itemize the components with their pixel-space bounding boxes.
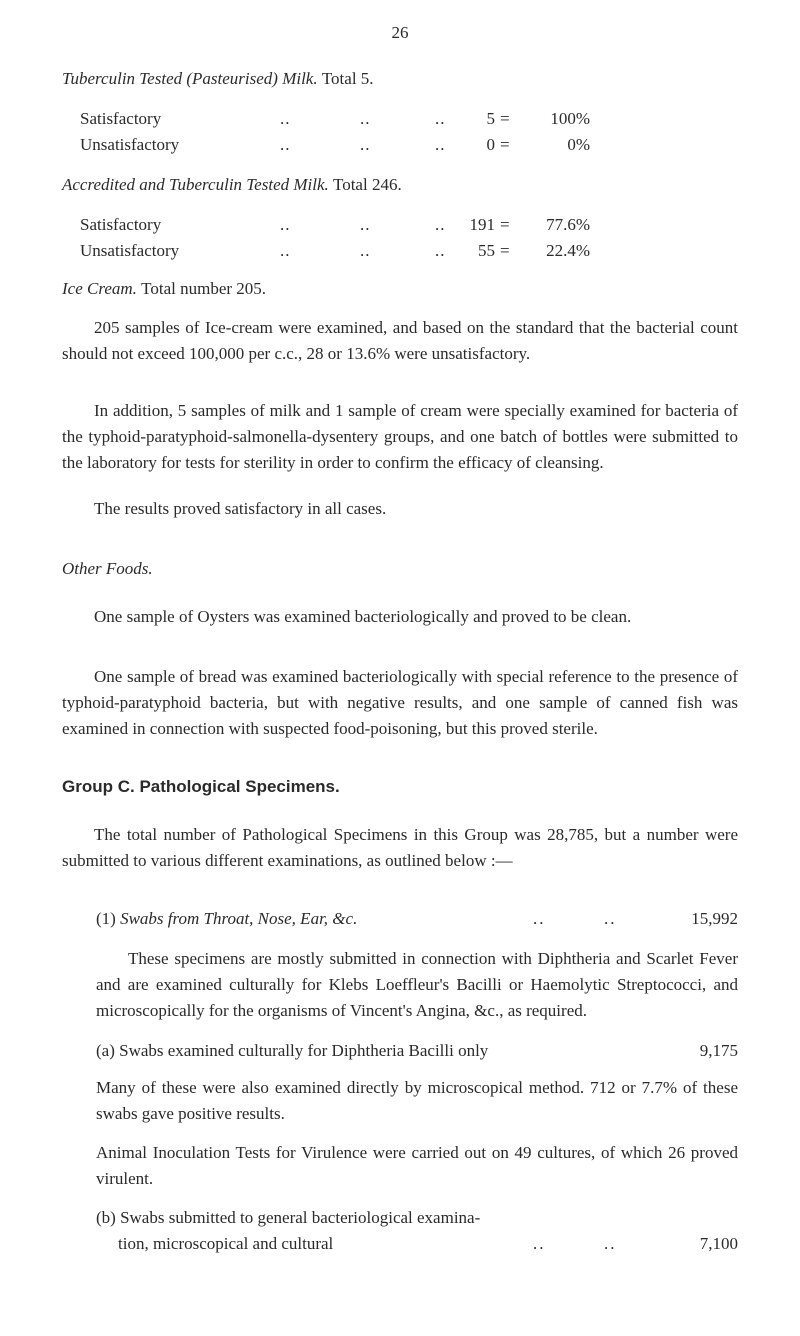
equals-sign: =: [500, 215, 510, 234]
item-1-label: Swabs from Throat, Nose, Ear, &c.: [120, 909, 358, 928]
item-b-line-2: [118, 1231, 738, 1257]
leader-dots: ..: [360, 109, 371, 128]
item-1-description: These specimens are mostly submitted in connection with Diphtheria and Scarlet Fever and are examined culturally for Klebs Loeffleur's Bacilli or Haemolytic Streptococci, and microscopically for the organisms of Vincent's Angina, &c., as required.: [96, 949, 738, 1020]
row-percent: 100%: [550, 109, 590, 128]
leader-dots: ..: [435, 241, 446, 260]
pasteurised-satisfactory-row: [80, 106, 680, 132]
group-c-intro: The total number of Pathological Specimens in this Group was 28,785, but a number were submitted to various different examinations, as outlined below :—: [62, 825, 738, 870]
item-a-value: 9,175: [699, 1041, 738, 1060]
leader-dots: ..: [435, 135, 446, 154]
item-b-label-line-2: tion, microscopical and cultural: [118, 1234, 334, 1253]
leader-dots: ..: [533, 909, 546, 928]
leader-dots: ..: [435, 215, 446, 234]
row-count: 191: [469, 215, 495, 234]
ice-cream-results-paragraph: The results proved satisfactory in all cases.: [94, 499, 387, 518]
oysters-paragraph: One sample of Oysters was examined bacteriologically and proved to be clean.: [94, 607, 632, 626]
group-c-heading: Group C. Pathological Specimens.: [62, 777, 340, 796]
leader-dots: ..: [280, 135, 291, 154]
item-b-label-line-1: (b) Swabs submitted to general bacteriological examina-: [96, 1208, 481, 1227]
page-number: 26: [391, 23, 409, 42]
leader-dots: ..: [435, 109, 446, 128]
item-1-value: 15,992: [691, 909, 738, 928]
item-1-swabs-row: [96, 906, 738, 932]
row-label: Satisfactory: [80, 109, 162, 128]
accredited-milk-heading: [62, 172, 402, 198]
row-percent: 77.6%: [546, 215, 590, 234]
row-label: Unsatisfactory: [80, 135, 180, 154]
leader-dots: ..: [604, 1234, 617, 1253]
accredited-milk-title: Accredited and Tuberculin Tested Milk.: [62, 175, 329, 194]
accredited-milk-total: Total 246.: [333, 175, 402, 194]
bread-fish-paragraph: One sample of bread was examined bacteriologically with special reference to the presence of typhoid-paratyphoid bacteria, but with negative results, and one sample of canned fish was examined in connection with suspected food-poisoning, but this proved sterile.: [62, 667, 738, 738]
pasteurised-milk-title: Tuberculin Tested (Pasteurised) Milk.: [62, 69, 318, 88]
leader-dots: ..: [280, 215, 291, 234]
ice-cream-additional-paragraph: In addition, 5 samples of milk and 1 sample of cream were specially examined for bacteria of the typhoid-paratyphoid-salmonella-dysentery groups, and one batch of bottles were submitted to the laboratory for tests for sterility in order to confirm the efficacy of cleansing.: [62, 401, 738, 472]
leader-dots: ..: [280, 109, 291, 128]
animal-inoculation-paragraph: Animal Inoculation Tests for Virulence were carried out on 49 cultures, of which 26 proved virulent.: [96, 1143, 738, 1188]
leader-dots: ..: [604, 909, 617, 928]
ice-cream-paragraph: 205 samples of Ice-cream were examined, and based on the standard that the bacterial count should not exceed 100,000 per c.c., 28 or 13.6% were unsatisfactory.: [62, 318, 738, 363]
item-b-value: 7,100: [699, 1234, 738, 1253]
row-label: Satisfactory: [80, 215, 162, 234]
row-percent: 0%: [567, 135, 590, 154]
item-1-prefix: (1): [96, 909, 116, 928]
leader-dots: ..: [360, 135, 371, 154]
row-count: 0: [486, 135, 495, 154]
leader-dots: ..: [280, 241, 291, 260]
equals-sign: =: [500, 135, 510, 154]
item-b-line-1: [96, 1205, 738, 1231]
leader-dots: ..: [360, 241, 371, 260]
row-percent: 22.4%: [546, 241, 590, 260]
leader-dots: ..: [533, 1234, 546, 1253]
item-a-label: (a) Swabs examined culturally for Diphtheria Bacilli only: [96, 1041, 489, 1060]
ice-cream-title: Ice Cream.: [62, 279, 137, 298]
item-a-row: [96, 1038, 738, 1064]
other-foods-heading: Other Foods.: [62, 559, 153, 578]
accredited-unsatisfactory-row: [80, 238, 680, 264]
equals-sign: =: [500, 109, 510, 128]
pasteurised-milk-heading: [62, 66, 374, 92]
item-a-description: Many of these were also examined directly by microscopical method. 712 or 7.7% of these swabs gave positive results.: [96, 1078, 738, 1123]
pasteurised-milk-total: Total 5.: [321, 69, 374, 88]
row-label: Unsatisfactory: [80, 241, 180, 260]
pasteurised-unsatisfactory-row: [80, 132, 680, 158]
row-count: 5: [486, 109, 495, 128]
ice-cream-total: Total number 205.: [141, 279, 267, 298]
equals-sign: =: [500, 241, 510, 260]
ice-cream-heading: [62, 276, 266, 302]
accredited-satisfactory-row: [80, 212, 680, 238]
row-count: 55: [478, 241, 495, 260]
leader-dots: ..: [360, 215, 371, 234]
